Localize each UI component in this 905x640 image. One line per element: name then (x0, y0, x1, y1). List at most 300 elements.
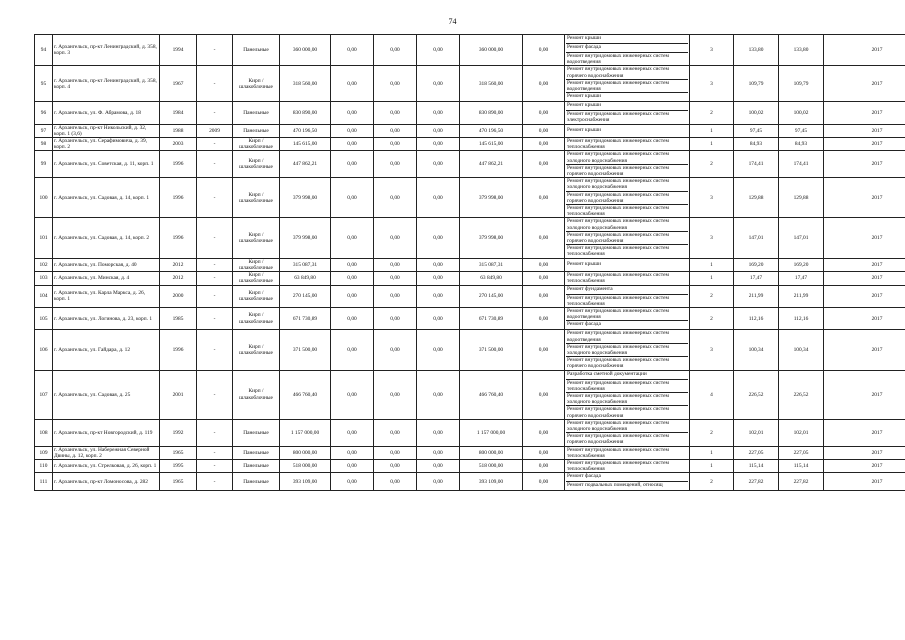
federal-funds-cell: 0,00 (331, 178, 374, 218)
other-funds-cell: 0,00 (523, 473, 565, 491)
federal-funds-cell: 0,00 (331, 272, 374, 285)
wall-material-cell: Панельные (233, 35, 280, 66)
other-funds-cell: 0,00 (523, 151, 565, 178)
table-row (35, 370, 905, 419)
regional-funds-cell: 0,00 (374, 419, 417, 446)
federal-funds-cell: 0,00 (331, 370, 374, 419)
works-count-cell: 1 (690, 138, 734, 151)
work-item: Ремонт фасада (566, 44, 688, 53)
total-cost-cell: 470 196,50 (280, 124, 331, 137)
unit-cost-cell: 109,79 (734, 66, 779, 102)
wall-material-cell: Панельные (233, 446, 280, 459)
federal-funds-cell: 0,00 (331, 258, 374, 271)
table-row (35, 272, 905, 285)
unit-cost-cell: 147,01 (734, 218, 779, 258)
owners-funds-cell: 318 560,00 (460, 66, 523, 102)
work-item: Ремонт крыши (567, 260, 601, 267)
work-item: Ремонт подвальных помещений, относящ (567, 482, 663, 489)
works-count-cell: 1 (690, 124, 734, 137)
table-row (35, 151, 905, 178)
total-cost-cell: 360 000,00 (280, 35, 331, 66)
federal-funds-cell: 0,00 (331, 138, 374, 151)
completion-year-cell: 2017 (824, 138, 905, 151)
work-item: Ремонт внутридомовых инженерных систем водоотведения (566, 308, 688, 321)
completion-year-cell: 2017 (824, 151, 905, 178)
max-unit-cost-cell: 115,14 (779, 459, 824, 472)
total-cost-cell: 518 000,00 (280, 459, 331, 472)
work-item: Ремонт внутридомовых инженерных систем холодного водоснабжения (566, 151, 688, 164)
works-count-cell: 4 (690, 370, 734, 419)
max-unit-cost-cell: 174,41 (779, 151, 824, 178)
work-item: Ремонт внутридомовых инженерных систем водоотведения (567, 53, 669, 66)
table-row (35, 419, 905, 446)
address-cell: г. Архангельск, ул. Садовая, д. 25 (53, 370, 160, 419)
owners-funds-cell: 145 615,00 (460, 138, 523, 151)
completion-year-cell: 2017 (824, 285, 905, 307)
municipal-funds-cell: 0,00 (417, 102, 460, 124)
regional-funds-cell: 0,00 (374, 124, 417, 137)
build-year-cell: 2000 (160, 285, 197, 307)
federal-funds-cell: 0,00 (331, 124, 374, 137)
total-cost-cell: 830 890,00 (280, 102, 331, 124)
max-unit-cost-cell: 109,79 (779, 66, 824, 102)
max-unit-cost-cell: 211,99 (779, 285, 824, 307)
work-item: Ремонт внутридомовых инженерных систем горячего водоснабжения (567, 357, 669, 370)
reconstruction-year-cell: - (197, 66, 233, 102)
works-cell (565, 151, 690, 178)
work-item: Ремонт внутридомовых инженерных систем горячего водоснабжения (567, 433, 669, 446)
works-count-cell: 3 (690, 35, 734, 66)
reconstruction-year-cell: - (197, 285, 233, 307)
completion-year-cell: 2017 (824, 218, 905, 258)
reconstruction-year-cell: 2009 (197, 124, 233, 137)
municipal-funds-cell: 0,00 (417, 272, 460, 285)
max-unit-cost-cell: 226,52 (779, 370, 824, 419)
works-cell (565, 124, 690, 137)
works-cell (565, 258, 690, 271)
unit-cost-cell: 112,16 (734, 307, 779, 329)
regional-funds-cell: 0,00 (374, 473, 417, 491)
unit-cost-cell: 133,80 (734, 35, 779, 66)
row-number: 100 (35, 178, 53, 218)
completion-year-cell: 2017 (824, 258, 905, 271)
work-item: Ремонт фундамента (566, 286, 688, 295)
unit-cost-cell: 211,99 (734, 285, 779, 307)
owners-funds-cell: 466 760,40 (460, 370, 523, 419)
works-count-cell: 3 (690, 218, 734, 258)
owners-funds-cell: 270 145,00 (460, 285, 523, 307)
unit-cost-cell: 84,93 (734, 138, 779, 151)
works-count-cell: 1 (690, 459, 734, 472)
row-number: 109 (35, 446, 53, 459)
completion-year-cell: 2017 (824, 124, 905, 137)
works-count-cell: 2 (690, 102, 734, 124)
total-cost-cell: 379 998,00 (280, 178, 331, 218)
address-cell: г. Архангельск, ул. Гайдара, д. 12 (53, 330, 160, 370)
owners-funds-cell: 379 998,00 (460, 218, 523, 258)
work-item: Ремонт внутридомовых инженерных систем водоотведения (566, 330, 688, 343)
other-funds-cell: 0,00 (523, 330, 565, 370)
build-year-cell: 1996 (160, 330, 197, 370)
regional-funds-cell: 0,00 (374, 446, 417, 459)
build-year-cell: 1992 (160, 419, 197, 446)
owners-funds-cell: 470 196,50 (460, 124, 523, 137)
total-cost-cell: 1 157 000,00 (280, 419, 331, 446)
reconstruction-year-cell: - (197, 258, 233, 271)
works-cell (565, 272, 690, 285)
address-cell: г. Архангельск, ул. Советская, д. 11, корп. 1 (53, 151, 160, 178)
work-item: Ремонт крыши (567, 93, 601, 100)
completion-year-cell: 2017 (824, 102, 905, 124)
build-year-cell: 1988 (160, 124, 197, 137)
works-cell (565, 459, 690, 472)
address-cell: г. Архангельск, ул. Минская, д. 4 (53, 272, 160, 285)
work-item: Ремонт внутридомовых инженерных систем теплоснабжения (567, 294, 669, 307)
row-number: 96 (35, 102, 53, 124)
federal-funds-cell: 0,00 (331, 35, 374, 66)
completion-year-cell: 2017 (824, 272, 905, 285)
work-item: Ремонт внутридомовых инженерных систем холодного водоснабжения (566, 344, 688, 357)
works-count-cell: 2 (690, 419, 734, 446)
work-item: Ремонт внутридомовых инженерных систем теплоснабжения (567, 459, 669, 473)
unit-cost-cell: 97,45 (734, 124, 779, 137)
owners-funds-cell: 671 730,89 (460, 307, 523, 329)
page-number: 74 (448, 17, 457, 26)
max-unit-cost-cell: 147,01 (779, 218, 824, 258)
build-year-cell: 2012 (160, 258, 197, 271)
works-count-cell: 3 (690, 330, 734, 370)
works-count-cell: 1 (690, 446, 734, 459)
table-row (35, 459, 905, 472)
municipal-funds-cell: 0,00 (417, 218, 460, 258)
other-funds-cell: 0,00 (523, 370, 565, 419)
completion-year-cell: 2017 (824, 307, 905, 329)
unit-cost-cell: 227,82 (734, 473, 779, 491)
federal-funds-cell: 0,00 (331, 330, 374, 370)
works-cell (565, 446, 690, 459)
address-cell: г. Архангельск, ул. Карла Маркса, д. 26, корп. 1 (53, 285, 160, 307)
build-year-cell: 2003 (160, 138, 197, 151)
row-number: 98 (35, 138, 53, 151)
other-funds-cell: 0,00 (523, 459, 565, 472)
municipal-funds-cell: 0,00 (417, 35, 460, 66)
regional-funds-cell: 0,00 (374, 459, 417, 472)
total-cost-cell: 270 145,00 (280, 285, 331, 307)
regional-funds-cell: 0,00 (374, 330, 417, 370)
municipal-funds-cell: 0,00 (417, 151, 460, 178)
address-cell: г. Архангельск, ул. Ф. Абрамова, д. 18 (53, 102, 160, 124)
work-item: Ремонт внутридомовых инженерных систем электроснабжения (567, 111, 669, 124)
works-cell (565, 370, 690, 419)
federal-funds-cell: 0,00 (331, 459, 374, 472)
federal-funds-cell: 0,00 (331, 473, 374, 491)
table-row (35, 218, 905, 258)
federal-funds-cell: 0,00 (331, 307, 374, 329)
work-item: Ремонт внутридомовых инженерных систем теплоснабжения (566, 380, 688, 393)
regional-funds-cell: 0,00 (374, 370, 417, 419)
work-item: Ремонт крыши (566, 102, 688, 111)
max-unit-cost-cell: 129,88 (779, 178, 824, 218)
table-row (35, 330, 905, 370)
federal-funds-cell: 0,00 (331, 446, 374, 459)
work-item: Ремонт внутридомовых инженерных систем теплоснабжения (567, 245, 669, 258)
municipal-funds-cell: 0,00 (417, 459, 460, 472)
work-item: Ремонт внутридомовых инженерных систем горячего водоснабжения (567, 406, 669, 419)
row-number: 97 (35, 124, 53, 137)
reconstruction-year-cell: - (197, 35, 233, 66)
work-item: Ремонт крыши (566, 35, 688, 44)
regional-funds-cell: 0,00 (374, 218, 417, 258)
work-item: Ремонт фасада (566, 473, 688, 482)
municipal-funds-cell: 0,00 (417, 66, 460, 102)
works-cell (565, 35, 690, 66)
row-number: 101 (35, 218, 53, 258)
build-year-cell: 1996 (160, 178, 197, 218)
max-unit-cost-cell: 102,01 (779, 419, 824, 446)
owners-funds-cell: 315 087,31 (460, 258, 523, 271)
other-funds-cell: 0,00 (523, 102, 565, 124)
unit-cost-cell: 129,88 (734, 178, 779, 218)
unit-cost-cell: 102,01 (734, 419, 779, 446)
works-cell (565, 218, 690, 258)
table-row (35, 66, 905, 102)
unit-cost-cell: 169,20 (734, 258, 779, 271)
table-row (35, 307, 905, 329)
address-cell: г. Архангельск, ул. Поморская, д. 40 (53, 258, 160, 271)
municipal-funds-cell: 0,00 (417, 446, 460, 459)
reconstruction-year-cell: - (197, 330, 233, 370)
max-unit-cost-cell: 112,16 (779, 307, 824, 329)
address-cell: г. Архангельск, ул. Садовая, д. 14, корп. 2 (53, 218, 160, 258)
wall-material-cell: Панельные (233, 419, 280, 446)
build-year-cell: 1965 (160, 446, 197, 459)
reconstruction-year-cell: - (197, 151, 233, 178)
address-cell: г. Архангельск, ул. Логинова, д. 23, корп. 1 (53, 307, 160, 329)
regional-funds-cell: 0,00 (374, 307, 417, 329)
completion-year-cell: 2017 (824, 459, 905, 472)
work-item: Ремонт внутридомовых инженерных систем горячего водоснабжения (567, 164, 669, 178)
works-cell (565, 66, 690, 102)
work-item: Ремонт внутридомовых инженерных систем теплоснабжения (567, 272, 669, 285)
wall-material-cell: Кирп / шлакоблочные (233, 218, 280, 258)
unit-cost-cell: 174,41 (734, 151, 779, 178)
reconstruction-year-cell: - (197, 459, 233, 472)
address-cell: г. Архангельск, ул. Садовая, д. 14, корп. 1 (53, 178, 160, 218)
total-cost-cell: 63 849,80 (280, 272, 331, 285)
row-number: 105 (35, 307, 53, 329)
federal-funds-cell: 0,00 (331, 102, 374, 124)
municipal-funds-cell: 0,00 (417, 419, 460, 446)
address-cell: г. Архангельск, пр-кт Ломоносова, д. 282 (53, 473, 160, 491)
reconstruction-year-cell: - (197, 446, 233, 459)
row-number: 106 (35, 330, 53, 370)
owners-funds-cell: 518 000,00 (460, 459, 523, 472)
works-count-cell: 2 (690, 285, 734, 307)
address-cell: г. Архангельск, пр-кт Новгородский, д. 119 (53, 419, 160, 446)
other-funds-cell: 0,00 (523, 66, 565, 102)
repair-register-table (34, 34, 905, 491)
municipal-funds-cell: 0,00 (417, 473, 460, 491)
municipal-funds-cell: 0,00 (417, 258, 460, 271)
reconstruction-year-cell: - (197, 419, 233, 446)
completion-year-cell: 2017 (824, 35, 905, 66)
works-count-cell: 3 (690, 66, 734, 102)
total-cost-cell: 145 615,00 (280, 138, 331, 151)
completion-year-cell: 2017 (824, 66, 905, 102)
work-item: Ремонт внутридомовых инженерных систем теплоснабжения (567, 446, 669, 459)
unit-cost-cell: 100,02 (734, 102, 779, 124)
reconstruction-year-cell: - (197, 307, 233, 329)
wall-material-cell: Кирп / шлакоблочные (233, 330, 280, 370)
work-item: Ремонт внутридомовых инженерных систем горячего водоснабжения (566, 66, 688, 79)
municipal-funds-cell: 0,00 (417, 178, 460, 218)
works-cell (565, 473, 690, 491)
wall-material-cell: Кирп / шлакоблочные (233, 138, 280, 151)
works-cell (565, 419, 690, 446)
table-row (35, 102, 905, 124)
table-row (35, 258, 905, 271)
unit-cost-cell: 115,14 (734, 459, 779, 472)
completion-year-cell: 2017 (824, 419, 905, 446)
address-cell: г. Архангельск, ул. Серафимовича, д. 39, корп. 2 (53, 138, 160, 151)
completion-year-cell: 2017 (824, 330, 905, 370)
works-cell (565, 330, 690, 370)
address-cell: г. Архангельск, пр-кт Ленинградский, д. 358, корп. 3 (53, 35, 160, 66)
row-number: 95 (35, 66, 53, 102)
regional-funds-cell: 0,00 (374, 258, 417, 271)
wall-material-cell: Кирп / шлакоблочные (233, 272, 280, 285)
works-count-cell: 1 (690, 258, 734, 271)
other-funds-cell: 0,00 (523, 138, 565, 151)
wall-material-cell: Кирп / шлакоблочные (233, 307, 280, 329)
build-year-cell: 1994 (160, 35, 197, 66)
works-cell (565, 307, 690, 329)
other-funds-cell: 0,00 (523, 272, 565, 285)
row-number: 103 (35, 272, 53, 285)
wall-material-cell: Панельные (233, 473, 280, 491)
regional-funds-cell: 0,00 (374, 138, 417, 151)
row-number: 111 (35, 473, 53, 491)
unit-cost-cell: 17,47 (734, 272, 779, 285)
reconstruction-year-cell: - (197, 102, 233, 124)
max-unit-cost-cell: 169,20 (779, 258, 824, 271)
total-cost-cell: 800 000,00 (280, 446, 331, 459)
completion-year-cell: 2017 (824, 370, 905, 419)
table-row (35, 473, 905, 491)
works-cell (565, 285, 690, 307)
municipal-funds-cell: 0,00 (417, 370, 460, 419)
reconstruction-year-cell: - (197, 218, 233, 258)
owners-funds-cell: 393 109,00 (460, 473, 523, 491)
owners-funds-cell: 63 849,80 (460, 272, 523, 285)
wall-material-cell: Кирп / шлакоблочные (233, 66, 280, 102)
total-cost-cell: 371 500,00 (280, 330, 331, 370)
completion-year-cell: 2017 (824, 473, 905, 491)
max-unit-cost-cell: 100,02 (779, 102, 824, 124)
address-cell: г. Архангельск, пр-кт Никольский, д. 32, корп. 1 (3,6) (53, 124, 160, 137)
wall-material-cell: Панельные (233, 124, 280, 137)
max-unit-cost-cell: 17,47 (779, 272, 824, 285)
owners-funds-cell: 371 500,00 (460, 330, 523, 370)
reconstruction-year-cell: - (197, 473, 233, 491)
federal-funds-cell: 0,00 (331, 66, 374, 102)
owners-funds-cell: 360 000,00 (460, 35, 523, 66)
work-item: Ремонт внутридомовых инженерных систем теплоснабжения (567, 205, 669, 218)
other-funds-cell: 0,00 (523, 419, 565, 446)
completion-year-cell: 2017 (824, 446, 905, 459)
work-item: Ремонт внутридомовых инженерных систем водоотведения (566, 80, 688, 93)
build-year-cell: 1984 (160, 102, 197, 124)
works-count-cell: 2 (690, 473, 734, 491)
other-funds-cell: 0,00 (523, 258, 565, 271)
works-cell (565, 178, 690, 218)
other-funds-cell: 0,00 (523, 124, 565, 137)
regional-funds-cell: 0,00 (374, 102, 417, 124)
row-number: 94 (35, 35, 53, 66)
work-item: Ремонт внутридомовых инженерных систем холодного водоснабжения (566, 218, 688, 231)
reconstruction-year-cell: - (197, 178, 233, 218)
owners-funds-cell: 447 862,21 (460, 151, 523, 178)
work-item: Ремонт внутридомовых инженерных систем горячего водоснабжения (566, 192, 688, 205)
work-item: Ремонт внутридомовых инженерных систем теплоснабжения (567, 138, 669, 151)
federal-funds-cell: 0,00 (331, 419, 374, 446)
municipal-funds-cell: 0,00 (417, 285, 460, 307)
wall-material-cell: Панельные (233, 459, 280, 472)
build-year-cell: 1996 (160, 151, 197, 178)
federal-funds-cell: 0,00 (331, 285, 374, 307)
work-item: Ремонт крыши (567, 126, 601, 133)
work-item: Ремонт внутридомовых инженерных систем холодного водоснабжения (566, 178, 688, 191)
wall-material-cell: Панельные (233, 102, 280, 124)
max-unit-cost-cell: 227,05 (779, 446, 824, 459)
work-item: Ремонт внутридомовых инженерных систем холодного водоснабжения (566, 420, 688, 433)
total-cost-cell: 315 087,31 (280, 258, 331, 271)
table-row (35, 178, 905, 218)
total-cost-cell: 318 560,00 (280, 66, 331, 102)
wall-material-cell: Кирп / шлакоблочные (233, 151, 280, 178)
municipal-funds-cell: 0,00 (417, 307, 460, 329)
row-number: 102 (35, 258, 53, 271)
wall-material-cell: Кирп / шлакоблочные (233, 285, 280, 307)
regional-funds-cell: 0,00 (374, 151, 417, 178)
address-cell: г. Архангельск, ул. Стрелковая, д. 26, корп. 1 (53, 459, 160, 472)
build-year-cell: 1995 (160, 459, 197, 472)
municipal-funds-cell: 0,00 (417, 138, 460, 151)
max-unit-cost-cell: 227,82 (779, 473, 824, 491)
table-body (35, 35, 905, 491)
federal-funds-cell: 0,00 (331, 218, 374, 258)
owners-funds-cell: 830 890,00 (460, 102, 523, 124)
row-number: 110 (35, 459, 53, 472)
reconstruction-year-cell: - (197, 138, 233, 151)
work-item: Ремонт внутридомовых инженерных систем холодного водоснабжения (566, 393, 688, 406)
build-year-cell: 2012 (160, 272, 197, 285)
works-count-cell: 2 (690, 151, 734, 178)
build-year-cell: 1985 (160, 307, 197, 329)
wall-material-cell: Кирп / шлакоблочные (233, 258, 280, 271)
total-cost-cell: 393 109,00 (280, 473, 331, 491)
max-unit-cost-cell: 133,80 (779, 35, 824, 66)
regional-funds-cell: 0,00 (374, 35, 417, 66)
build-year-cell: 1996 (160, 218, 197, 258)
table-row (35, 446, 905, 459)
row-number: 104 (35, 285, 53, 307)
work-item: Разработка сметной документации (566, 371, 688, 380)
unit-cost-cell: 226,52 (734, 370, 779, 419)
build-year-cell: 1965 (160, 473, 197, 491)
other-funds-cell: 0,00 (523, 446, 565, 459)
address-cell: г. Архангельск, пр-кт Ленинградский, д. 358, корп. 4 (53, 66, 160, 102)
